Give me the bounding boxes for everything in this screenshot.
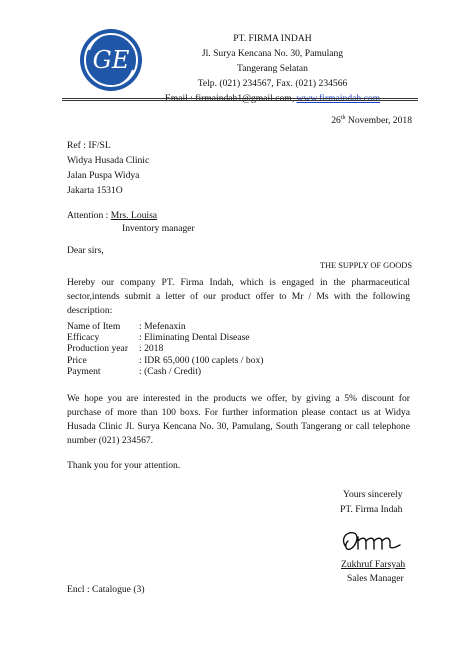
company-address: Jl. Surya Kencana No. 30, Pamulang [201, 48, 344, 59]
closing-company: PT. Firma Indah [340, 504, 403, 515]
enclosure-line: Encl : Catalogue (3) [67, 584, 145, 595]
letterhead-divider-2 [62, 100, 418, 101]
letter-date: 26th November, 2018 [331, 114, 412, 126]
recipient-block [67, 138, 149, 198]
company-website-link[interactable]: www.firmaindah.com [296, 93, 381, 104]
recipient-street: Jalan Puspa Widya [67, 170, 140, 181]
detail-row: Production year : 2018 [67, 343, 164, 355]
attention-block [67, 209, 195, 235]
attention-label: Attention : [67, 210, 111, 221]
detail-row: Price : IDR 65,000 (100 caplets / box) [67, 354, 264, 366]
detail-row: Efficacy : Eliminating Dental Disease [67, 332, 250, 344]
detail-row: Name of Item : Mefenaxin [67, 321, 186, 332]
closing-block [340, 487, 403, 517]
company-email: Email : firmaindah1@gmail.com, [164, 93, 297, 104]
company-phone: Telp. (021) 234567, Fax. (021) 234566 [197, 78, 348, 89]
signer-title: Sales Manager [347, 573, 404, 584]
company-name: PT. FIRMA INDAH [233, 33, 312, 44]
body-paragraph: We hope you are interested in the products we offer, by giving a 5% discount for purchase of more than 100 boxs. For further information please contact us at Widya Husada Clinic Jl. Surya Kencana No. 30, Pamulang, South Tangerang or call telephone number (021) 234567. [67, 393, 410, 446]
company-city: Tangerang Selatan [237, 63, 308, 74]
letterhead-divider [62, 98, 418, 99]
product-details [67, 321, 263, 377]
recipient-city: Jakarta 1531O [67, 185, 123, 196]
detail-row: Payment : (Cash / Credit) [67, 365, 202, 377]
reference: Ref : IF/SL [67, 140, 111, 151]
intro-paragraph: Hereby our company PT. Firma Indah, which is engaged in the pharmaceutical sector,intends submit a letter of our product offer to Mr / Ms with the following description: [67, 277, 410, 316]
company-logo [79, 28, 143, 92]
recipient-name: Widya Husada Clinic [67, 155, 150, 166]
letterhead [155, 31, 390, 106]
logo-monogram: GE [92, 46, 130, 74]
salutation: Dear sirs, [67, 245, 104, 256]
attention-role: Inventory manager [122, 223, 195, 234]
thanks-line: Thank you for your attention. [67, 460, 181, 471]
closing-phrase: Yours sincerely [343, 489, 403, 500]
subject-line: THE SUPPLY OF GOODS [319, 261, 412, 270]
attention-name: Mrs. Louisa [110, 210, 158, 221]
signature-image [334, 525, 414, 557]
signer-block [341, 558, 405, 586]
signer-name: Zukhruf Farsyah [341, 559, 406, 570]
